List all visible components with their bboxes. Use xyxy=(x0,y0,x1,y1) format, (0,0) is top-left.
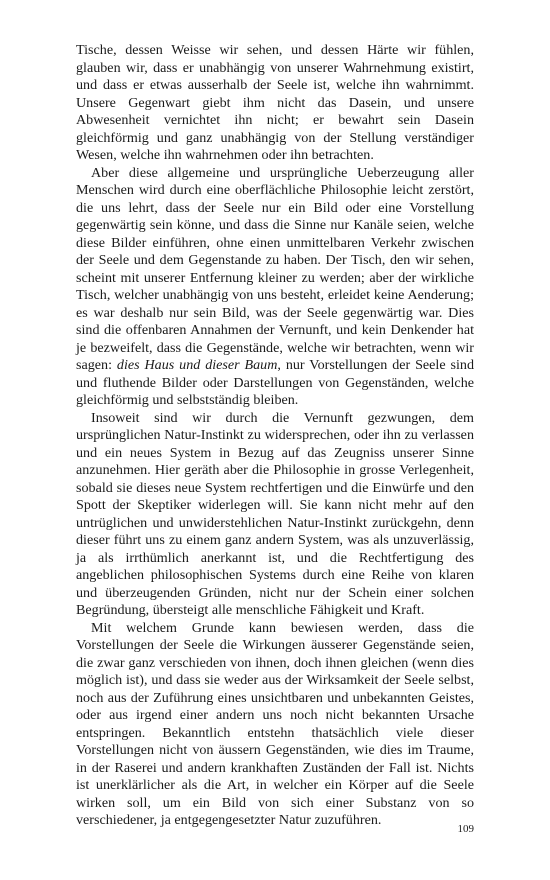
body-text xyxy=(76,42,474,830)
page-number: 109 xyxy=(457,823,474,835)
paragraph-2-italic-phrase: dies Haus und dieser Baum xyxy=(116,357,278,373)
paragraph-2-text-b: , nur Vorstellungen der Seele sind und fluthende Bilder oder Darstellungen von Gegenständen, welche gleichförmig und selbstständig bleiben. xyxy=(76,357,474,408)
paragraph-3-text: Insoweit sind wir durch die Vernunft gezwungen, dem ursprünglichen Natur-Instinkt zu widersprechen, oder ihn zu verlassen und ein neues System in Bezug auf das Zeugniss unserer Sinne anzunehmen. Hier geräth aber die Philosophie in grosse Verlegenheit, sobald sie dieses neue System rechtfertigen und die Einwürfe und den Spott der Skeptiker widerlegen will. Sie kann nicht mehr auf den untrüglichen und unwiderstehlichen Natur-Instinkt zurückgehn, denn dieser führt uns zu einem ganz andern System, was als unzuverlässig, ja als irrthümlich anerkannt ist, und die Rechtfertigung des angeblichen philosophischen Systems durch eine Reihe von klaren und überzeugenden Gründen, nicht nur der Schein einer solchen Begründung, übersteigt alle menschliche Fähigkeit und Kraft. xyxy=(76,409,474,618)
paragraph-3 xyxy=(76,410,474,620)
paragraph-1 xyxy=(76,42,474,165)
paragraph-4 xyxy=(76,620,474,830)
paragraph-2 xyxy=(76,165,474,410)
paragraph-1-text: Tische, dessen Weisse wir sehen, und dessen Härte wir fühlen, glauben wir, dass er unabhängig von unserer Wahrnehmung existirt, und dass er etwas ausserhalb der Seele ist, welche ihn wahrnimmt. Unsere Gegenwart giebt ihm nicht das Dasein, und unsere Abwesenheit vernichtet ihn nicht; er bewahrt sein Dasein gleichförmig und ganz unabhängig von der Stellung verständiger Wesen, welche ihn wahrnehmen oder ihn betrachten. xyxy=(76,42,474,163)
paragraph-4-text: Mit welchem Grunde kann bewiesen werden, dass die Vorstellungen der Seele die Wirkungen äusserer Gegenstände seien, die zwar ganz verschieden von ihnen, doch ihnen gleichen (wenn dies möglich ist), und dass sie weder aus der Wirksamkeit der Seele selbst, noch aus der Zuführung eines unsichtbaren und unbekannten Geistes, oder aus irgend einer andern uns noch nicht bekannten Ursache entspringen. Bekanntlich entstehn thatsächlich viele dieser Vorstellungen nicht von äussern Gegenständen, wie dies im Traume, in der Raserei und andern krankhaften Zuständen der Fall ist. Nichts ist unerklärlicher als die Art, in welcher ein Körper auf die Seele wirken soll, um ein Bild von sich einer Substanz von so verschiedener, ja entgegengesetzter Natur zuzuführen. xyxy=(76,619,474,828)
paragraph-2-text-a: Aber diese allgemeine und ursprüngliche Ueberzeugung aller Menschen wird durch eine oberflächliche Philosophie leicht zerstört, die uns lehrt, dass der Seele nur ein Bild oder eine Vorstellung gegenwärtig sein könne, und dass die Sinne nur Kanäle seien, welche diese Bilder einführen, ohne einen unmittelbaren Verkehr zwischen der Seele und dem Gegenstande zu haben. Der Tisch, den wir sehen, scheint mit unserer Entfernung kleiner zu werden; aber der wirkliche Tisch, welcher unabhängig von uns besteht, erleidet keine Aenderung; es war deshalb nur sein Bild, was der Seele gegenwärtig war. Dies sind die offenbaren Annahmen der Vernunft, und kein Denkender hat je bezweifelt, dass die Gegenstände, welche wir betrachten, wenn wir sagen: xyxy=(76,164,474,373)
